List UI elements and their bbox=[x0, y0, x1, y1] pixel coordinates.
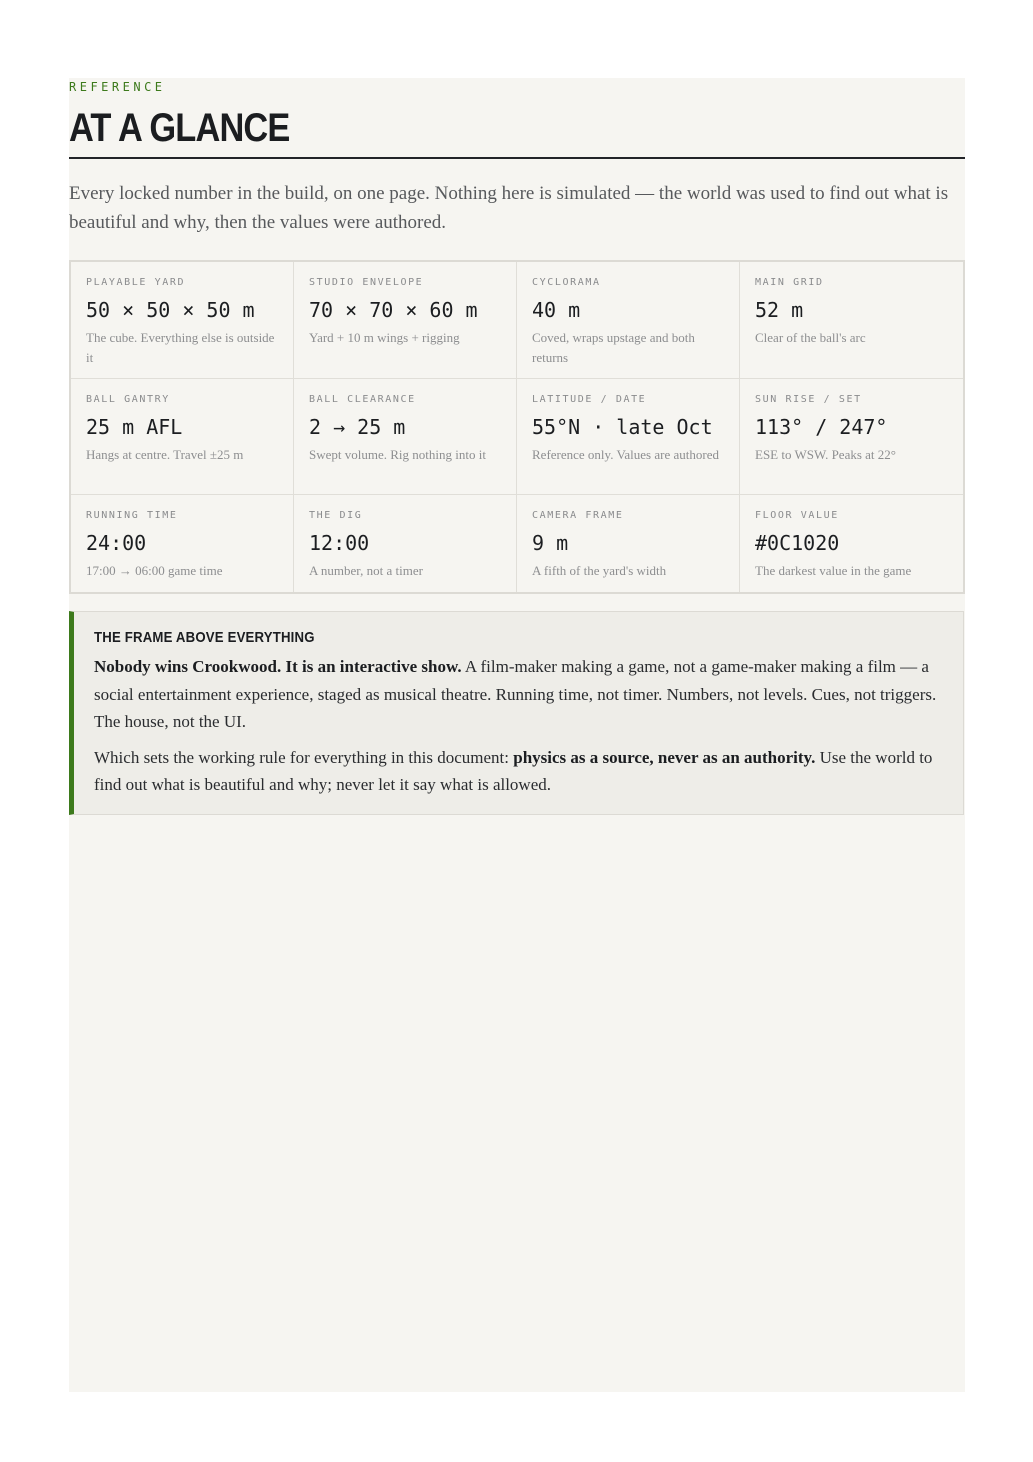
stat-card-latitude-date bbox=[517, 379, 740, 495]
stat-value: #0C1020 bbox=[755, 531, 840, 555]
stat-card-cyclorama bbox=[517, 262, 740, 379]
stat-card-main-grid bbox=[740, 262, 963, 379]
intro-paragraph: Every locked number in the build, on one page. Nothing here is simulated — the world was used to find out what is beautiful and why, then the values were authored. bbox=[69, 183, 949, 233]
frame-callout bbox=[69, 611, 964, 815]
stat-card-the-dig bbox=[294, 495, 517, 592]
title-divider bbox=[69, 157, 965, 159]
callout-emphasis: Nobody wins Crookwood. It is an interactive show. bbox=[94, 657, 462, 676]
stat-note: A fifth of the yard's width bbox=[532, 563, 667, 578]
stat-note: Swept volume. Rig nothing into it bbox=[309, 447, 486, 462]
stat-card-ball-clearance bbox=[294, 379, 517, 495]
callout-title: THE FRAME ABOVE EVERYTHING bbox=[94, 629, 315, 646]
reference-page bbox=[69, 78, 965, 1392]
stat-label: STUDIO ENVELOPE bbox=[309, 277, 424, 288]
stat-card-studio-envelope bbox=[294, 262, 517, 379]
stat-label: THE DIG bbox=[309, 510, 363, 521]
stat-card-floor-value bbox=[740, 495, 963, 592]
stat-value: 40 m bbox=[532, 298, 581, 322]
stat-note: The darkest value in the game bbox=[755, 563, 912, 578]
stat-value: 70 × 70 × 60 m bbox=[309, 298, 478, 322]
stat-note: ESE to WSW. Peaks at 22° bbox=[755, 447, 896, 462]
stat-card-running-time bbox=[71, 495, 294, 592]
stat-label: PLAYABLE YARD bbox=[86, 277, 186, 288]
stat-value: 12:00 bbox=[309, 531, 370, 555]
stat-label: LATITUDE / DATE bbox=[532, 394, 647, 405]
stat-value: 52 m bbox=[755, 298, 804, 322]
page-title: AT A GLANCE bbox=[69, 106, 290, 150]
callout-text: Which sets the working rule for everything in this document: bbox=[94, 747, 514, 767]
stat-label: CYCLORAMA bbox=[532, 277, 601, 288]
stat-value: 24:00 bbox=[86, 531, 147, 555]
stat-note: Hangs at centre. Travel ±25 m bbox=[86, 447, 244, 462]
stat-value: 50 × 50 × 50 m bbox=[86, 298, 255, 322]
stat-label: MAIN GRID bbox=[755, 277, 824, 288]
stat-value: 55°N · late Oct bbox=[532, 415, 713, 439]
stat-note: 17:00 → 06:00 game time bbox=[86, 563, 223, 578]
stat-label: SUN RISE / SET bbox=[755, 394, 862, 405]
callout-emphasis: physics as a source, never as an authority. bbox=[513, 747, 816, 767]
stat-card-camera-frame bbox=[517, 495, 740, 592]
stats-grid bbox=[69, 260, 965, 594]
stat-card-ball-gantry bbox=[71, 379, 294, 495]
stat-value: 113° / 247° bbox=[755, 415, 888, 439]
stat-note: Yard + 10 m wings + rigging bbox=[309, 330, 460, 345]
stat-label: BALL GANTRY bbox=[86, 394, 170, 405]
stat-card-playable-yard bbox=[71, 262, 294, 379]
callout-paragraph-1 bbox=[94, 653, 943, 736]
stat-label: CAMERA FRAME bbox=[532, 510, 624, 521]
stat-label: RUNNING TIME bbox=[86, 510, 178, 521]
callout-text: A film-maker making a game, not a game-maker making a film — a social entertainment experience, staged as musical theatre. Running time, not timer. Numbers, not levels. Cues, not triggers. The house, not the UI. bbox=[94, 657, 937, 731]
stat-note: A number, not a timer bbox=[309, 563, 423, 578]
stat-note: The cube. Everything else is outside it bbox=[86, 330, 275, 365]
stat-note: Clear of the ball's arc bbox=[755, 330, 866, 345]
stat-note: Coved, wraps upstage and both returns bbox=[532, 330, 695, 365]
stat-value: 25 m AFL bbox=[86, 415, 183, 439]
stat-value: 2 → 25 m bbox=[309, 415, 406, 439]
stat-card-sun-rise-set bbox=[740, 379, 963, 495]
stat-label: BALL CLEARANCE bbox=[309, 394, 416, 405]
stat-value: 9 m bbox=[532, 531, 569, 555]
section-eyebrow: REFERENCE bbox=[69, 80, 166, 94]
callout-text: Use the world to find out what is beautiful and why; never let it say what is allowed. bbox=[94, 747, 933, 794]
stat-note: Reference only. Values are authored bbox=[532, 447, 719, 462]
stat-label: FLOOR VALUE bbox=[755, 510, 839, 521]
callout-paragraph-2 bbox=[94, 744, 943, 799]
